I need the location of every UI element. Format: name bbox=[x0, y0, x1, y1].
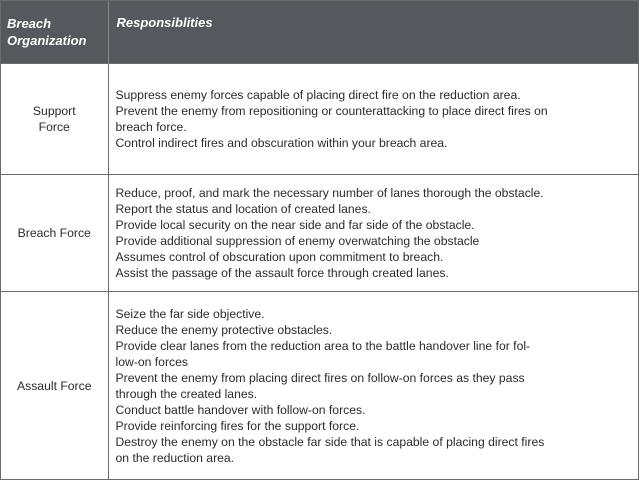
responsibilities-cell-breach-force bbox=[108, 175, 638, 292]
org-cell-support-force bbox=[1, 64, 108, 175]
responsibility-line: on the reduction area. bbox=[115, 450, 235, 465]
responsibility-line: Provide local security on the near side and far side of the obstacle. bbox=[115, 218, 475, 232]
responsibility-line: Destroy the enemy on the obstacle far side that is capable of placing direct fires bbox=[115, 434, 545, 449]
responsibility-line: Conduct battle handover with follow-on forces. bbox=[115, 402, 366, 417]
responsibility-line: Seize the far side objective. bbox=[115, 306, 265, 321]
responsibility-line: Provide additional suppression of enemy overwatching the obstacle bbox=[115, 234, 480, 248]
responsibility-line: Provide clear lanes from the reduction area to the battle handover line for fol- bbox=[115, 338, 531, 353]
responsibility-line: breach force. bbox=[115, 120, 187, 134]
responsibility-line: Assumes control of obscuration upon commitment to breach. bbox=[115, 250, 444, 264]
header-col1-line2: Organization bbox=[7, 33, 87, 48]
table-row-support-force bbox=[1, 64, 638, 175]
header-col1-line1: Breach bbox=[7, 16, 52, 31]
table-header-row bbox=[1, 1, 638, 64]
org-label-line1: Support bbox=[32, 104, 76, 118]
responsibilities-cell-support-force bbox=[108, 64, 638, 175]
responsibility-line: Prevent the enemy from placing direct fires on follow-on forces as they pass bbox=[115, 370, 525, 385]
org-cell-breach-force bbox=[1, 175, 108, 292]
responsibility-line: Assist the passage of the assault force through created lanes. bbox=[115, 266, 449, 280]
responsibilities-table bbox=[1, 1, 638, 479]
responsibility-line: Reduce, proof, and mark the necessary number of lanes thorough the obstacle. bbox=[115, 186, 544, 200]
responsibility-line: through the created lanes. bbox=[115, 386, 258, 401]
header-breach-organization bbox=[1, 1, 108, 64]
responsibilities-cell-assault-force bbox=[108, 292, 638, 480]
org-label-line2: Force bbox=[38, 120, 70, 134]
responsibility-line: Provide reinforcing fires for the support force. bbox=[115, 418, 360, 433]
responsibility-line: Prevent the enemy from repositioning or counterattacking to place direct fires on bbox=[115, 104, 548, 118]
responsibility-line: Reduce the enemy protective obstacles. bbox=[115, 322, 333, 337]
table-row-assault-force bbox=[1, 292, 638, 480]
table-row-breach-force bbox=[1, 175, 638, 292]
org-label: Assault Force bbox=[16, 378, 92, 393]
header-col2-label: Responsiblities bbox=[116, 14, 213, 30]
responsibility-line: Suppress enemy forces capable of placing direct fire on the reduction area. bbox=[115, 88, 521, 102]
org-cell-assault-force bbox=[1, 292, 108, 480]
responsibility-line: low-on forces bbox=[115, 354, 188, 369]
org-label: Breach Force bbox=[17, 226, 91, 240]
header-responsibilities bbox=[108, 1, 638, 64]
responsibility-line: Report the status and location of created lanes. bbox=[115, 202, 371, 216]
responsibility-line: Control indirect fires and obscuration within your breach area. bbox=[115, 136, 448, 150]
